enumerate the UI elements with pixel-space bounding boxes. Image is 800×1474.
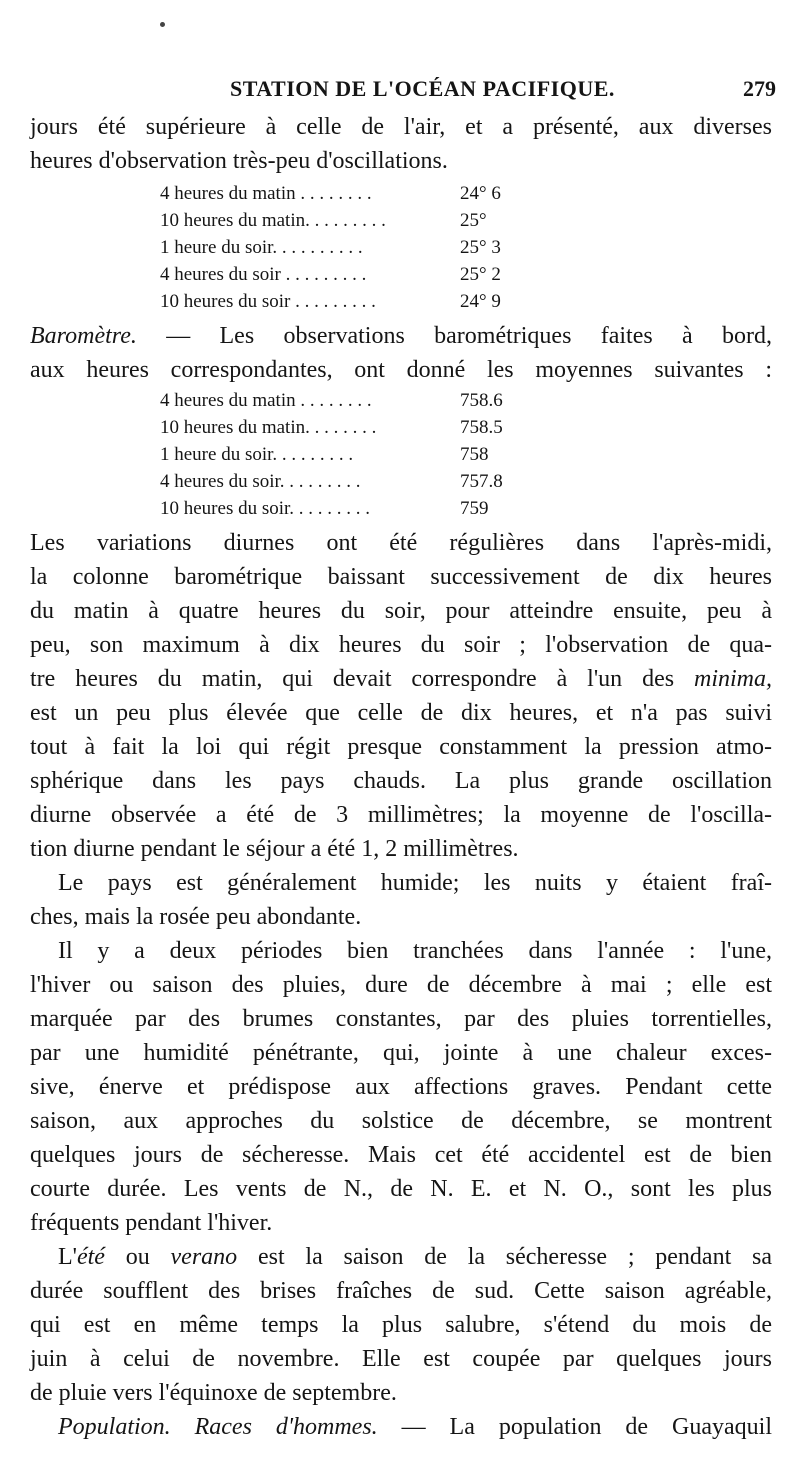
- section-lead: Population. Races d'hommes.: [58, 1414, 378, 1440]
- temperature-value: 25°: [460, 210, 487, 231]
- text-line: [30, 1240, 772, 1274]
- text-line: fréquents pendant l'hiver.: [30, 1210, 273, 1236]
- italic-term: verano: [170, 1244, 238, 1270]
- temperature-value: 24° 6: [460, 183, 501, 204]
- body-text: [30, 110, 772, 1444]
- hour-label: 10 heures du soir . . . . . . . . .: [160, 291, 376, 312]
- text-line: par une humidité pénétrante, qui, jointe à une chaleur exces-: [30, 1040, 772, 1066]
- text-line: la colonne barométrique baissant successivement de dix heures: [30, 564, 772, 590]
- text-span: L': [58, 1244, 77, 1270]
- temperature-table: [160, 180, 570, 315]
- temperature-value: 24° 9: [460, 291, 501, 312]
- text-line: Les variations diurnes ont été régulières dans l'après-midi,: [30, 530, 772, 556]
- text-span: est la saison de la sécheresse ; pendant sa: [237, 1244, 773, 1270]
- ink-speck: [160, 22, 165, 27]
- text-line: courte durée. Les vents de N., de N. E. et N. O., sont les plus: [30, 1176, 772, 1202]
- hour-label: 10 heures du soir. . . . . . . . .: [160, 498, 371, 519]
- hour-label: 4 heures du soir. . . . . . . . .: [160, 471, 361, 492]
- temperature-value: 25° 3: [460, 237, 501, 258]
- table-row: [160, 468, 570, 495]
- text-line: tout à fait la loi qui régit presque constamment la pression atmo-: [30, 734, 772, 760]
- pressure-value: 758.5: [460, 417, 503, 438]
- hour-label: 1 heure du soir. . . . . . . . .: [160, 444, 354, 465]
- text-line: [30, 1410, 772, 1444]
- pressure-value: 758: [460, 444, 489, 465]
- text-line: marquée par des brumes constantes, par des pluies torrentielles,: [30, 1006, 772, 1032]
- temperature-value: 25° 2: [460, 264, 501, 285]
- page-header: [30, 72, 776, 106]
- text-line: de pluie vers l'équinoxe de septembre.: [30, 1380, 397, 1406]
- table-row: [160, 414, 570, 441]
- table-row: [160, 207, 570, 234]
- table-row: [160, 261, 570, 288]
- hour-label: 10 heures du matin. . . . . . . . .: [160, 210, 386, 231]
- hour-label: 4 heures du matin . . . . . . . .: [160, 390, 372, 411]
- pressure-table: [160, 387, 570, 522]
- text-line: [30, 319, 772, 353]
- text-span: ou: [104, 1244, 171, 1270]
- table-row: [160, 387, 570, 414]
- italic-term: été: [76, 1244, 105, 1270]
- text-span: tre heures du matin, qui devait correspondre à l'un des: [30, 666, 694, 692]
- italic-term: minima,: [694, 666, 772, 692]
- table-row: [160, 288, 570, 315]
- text-span: — La population de Guayaquil: [377, 1414, 772, 1440]
- text-line: quelques jours de sécheresse. Mais cet été accidentel est de bien: [30, 1142, 772, 1168]
- pressure-value: 757.8: [460, 471, 503, 492]
- text-line: est un peu plus élevée que celle de dix heures, et n'a pas suivi: [30, 700, 772, 726]
- page-number: 279: [743, 76, 776, 101]
- text-line: saison, aux approches du solstice de décembre, se montrent: [30, 1108, 772, 1134]
- table-row: [160, 234, 570, 261]
- hour-label: 1 heure du soir. . . . . . . . . .: [160, 237, 363, 258]
- text-line: l'hiver ou saison des pluies, dure de décembre à mai ; elle est: [30, 972, 772, 998]
- running-head: STATION DE L'OCÉAN PACIFIQUE.: [230, 76, 615, 101]
- text-line: juin à celui de novembre. Elle est coupée par quelques jours: [30, 1346, 772, 1372]
- text-line: sphérique dans les pays chauds. La plus grande oscillation: [30, 768, 772, 794]
- table-row: [160, 441, 570, 468]
- text-line: qui est en même temps la plus salubre, s'étend du mois de: [30, 1312, 772, 1338]
- text-line: Il y a deux périodes bien tranchées dans l'année : l'une,: [58, 938, 772, 964]
- hour-label: 10 heures du matin. . . . . . . .: [160, 417, 377, 438]
- text-line: peu, son maximum à dix heures du soir ; l'observation de qua-: [30, 632, 772, 658]
- pressure-value: 758.6: [460, 390, 503, 411]
- text-line: durée soufflent des brises fraîches de sud. Cette saison agréable,: [30, 1278, 772, 1304]
- table-row: [160, 495, 570, 522]
- text-line: aux heures correspondantes, ont donné les moyennes suivantes :: [30, 357, 772, 383]
- table-row: [160, 180, 570, 207]
- text-line: Le pays est généralement humide; les nuits y étaient fraî-: [58, 870, 772, 896]
- text-line: jours été supérieure à celle de l'air, et a présenté, aux diverses: [30, 114, 772, 140]
- text-line: diurne observée a été de 3 millimètres; la moyenne de l'oscilla-: [30, 802, 772, 828]
- hour-label: 4 heures du soir . . . . . . . . .: [160, 264, 367, 285]
- text-line: heures d'observation très-peu d'oscillations.: [30, 148, 448, 174]
- pressure-value: 759: [460, 498, 489, 519]
- hour-label: 4 heures du matin . . . . . . . .: [160, 183, 372, 204]
- text-line: du matin à quatre heures du soir, pour atteindre ensuite, peu à: [30, 598, 772, 624]
- text-line: tion diurne pendant le séjour a été 1, 2 millimètres.: [30, 836, 519, 862]
- text-line: ches, mais la rosée peu abondante.: [30, 904, 362, 930]
- text-line: [30, 662, 772, 696]
- text-span: — Les observations barométriques faites à bord,: [136, 323, 772, 349]
- text-line: sive, énerve et prédispose aux affections graves. Pendant cette: [30, 1074, 772, 1100]
- section-lead: Baromètre.: [30, 323, 137, 349]
